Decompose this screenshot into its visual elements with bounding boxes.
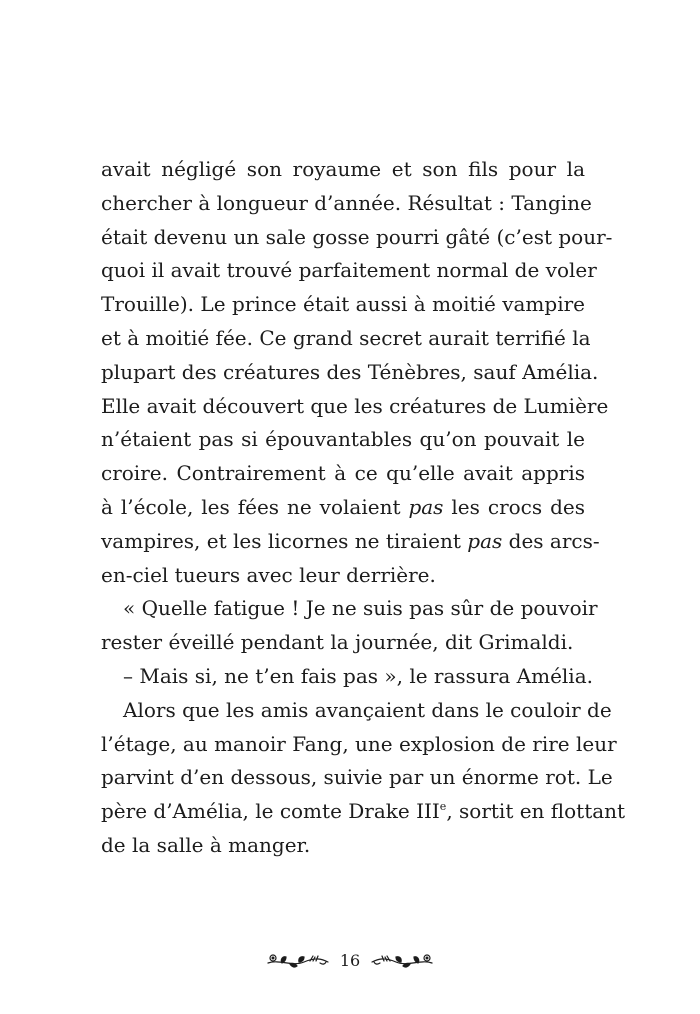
text-line-10: croire. Contrairement à ce qu’elle avait appris xyxy=(101,461,585,486)
text-line-19: parvint d’en dessous, suivie par un énorme rot. Le xyxy=(101,765,613,790)
text-line-11 xyxy=(101,491,585,525)
text-line-1: avait négligé son royaume et son fils pour la xyxy=(101,157,585,181)
page-footer xyxy=(0,945,700,975)
body-text xyxy=(101,153,626,863)
italic-pas-1: pas xyxy=(408,494,444,519)
text-line-6: et à moitié fée. Ce grand secret aurait terrifié la xyxy=(101,325,591,350)
text-line-11-end: les crocs des xyxy=(443,494,585,519)
text-line-13: en-ciel tueurs avec leur derrière. xyxy=(101,562,436,587)
text-line-4: quoi il avait trouvé parfaitement normal de voler xyxy=(101,258,597,283)
text-line-5: Trouille). Le prince était aussi à moitié vampire xyxy=(101,292,585,317)
text-line-20-end: , sortit en flottant xyxy=(446,799,626,824)
text-line-2: chercher à longueur d’année. Résultat : Tangine xyxy=(101,190,592,215)
text-line-18: l’étage, au manoir Fang, une explosion de rire leur xyxy=(101,731,617,756)
text-line-20 xyxy=(101,795,626,829)
text-line-21: de la salle à manger. xyxy=(101,832,311,857)
text-line-11-start: à l’école, les fées ne volaient xyxy=(101,494,409,519)
page-number: 16 xyxy=(339,950,361,970)
text-line-12 xyxy=(101,525,600,559)
text-line-16: – Mais si, ne t’en fais pas », le rassura Amélia. xyxy=(123,663,593,688)
text-line-17: Alors que les amis avançaient dans le couloir de xyxy=(123,697,612,722)
superscript-e: e xyxy=(439,800,447,814)
text-line-8: Elle avait découvert que les créatures de Lumière xyxy=(101,393,609,418)
text-line-20-start: père d’Amélia, le comte Drake III xyxy=(101,799,440,824)
text-line-9: n’étaient pas si épouvantables qu’on pouvait le xyxy=(101,427,585,452)
floral-vine-ornament-left-icon xyxy=(266,949,330,971)
text-line-12-start: vampires, et les licornes ne tiraient xyxy=(101,528,468,553)
text-line-14: « Quelle fatigue ! Je ne suis pas sûr de pouvoir xyxy=(123,596,598,621)
text-line-3: était devenu un sale gosse pourri gâté (c’est pour- xyxy=(101,224,613,249)
text-line-15: rester éveillé pendant la journée, dit Grimaldi. xyxy=(101,630,574,655)
text-line-12-end: des arcs- xyxy=(502,528,600,553)
floral-vine-ornament-right-icon xyxy=(370,949,434,971)
italic-pas-2: pas xyxy=(467,528,503,553)
text-line-7: plupart des créatures des Ténèbres, sauf Amélia. xyxy=(101,359,599,384)
